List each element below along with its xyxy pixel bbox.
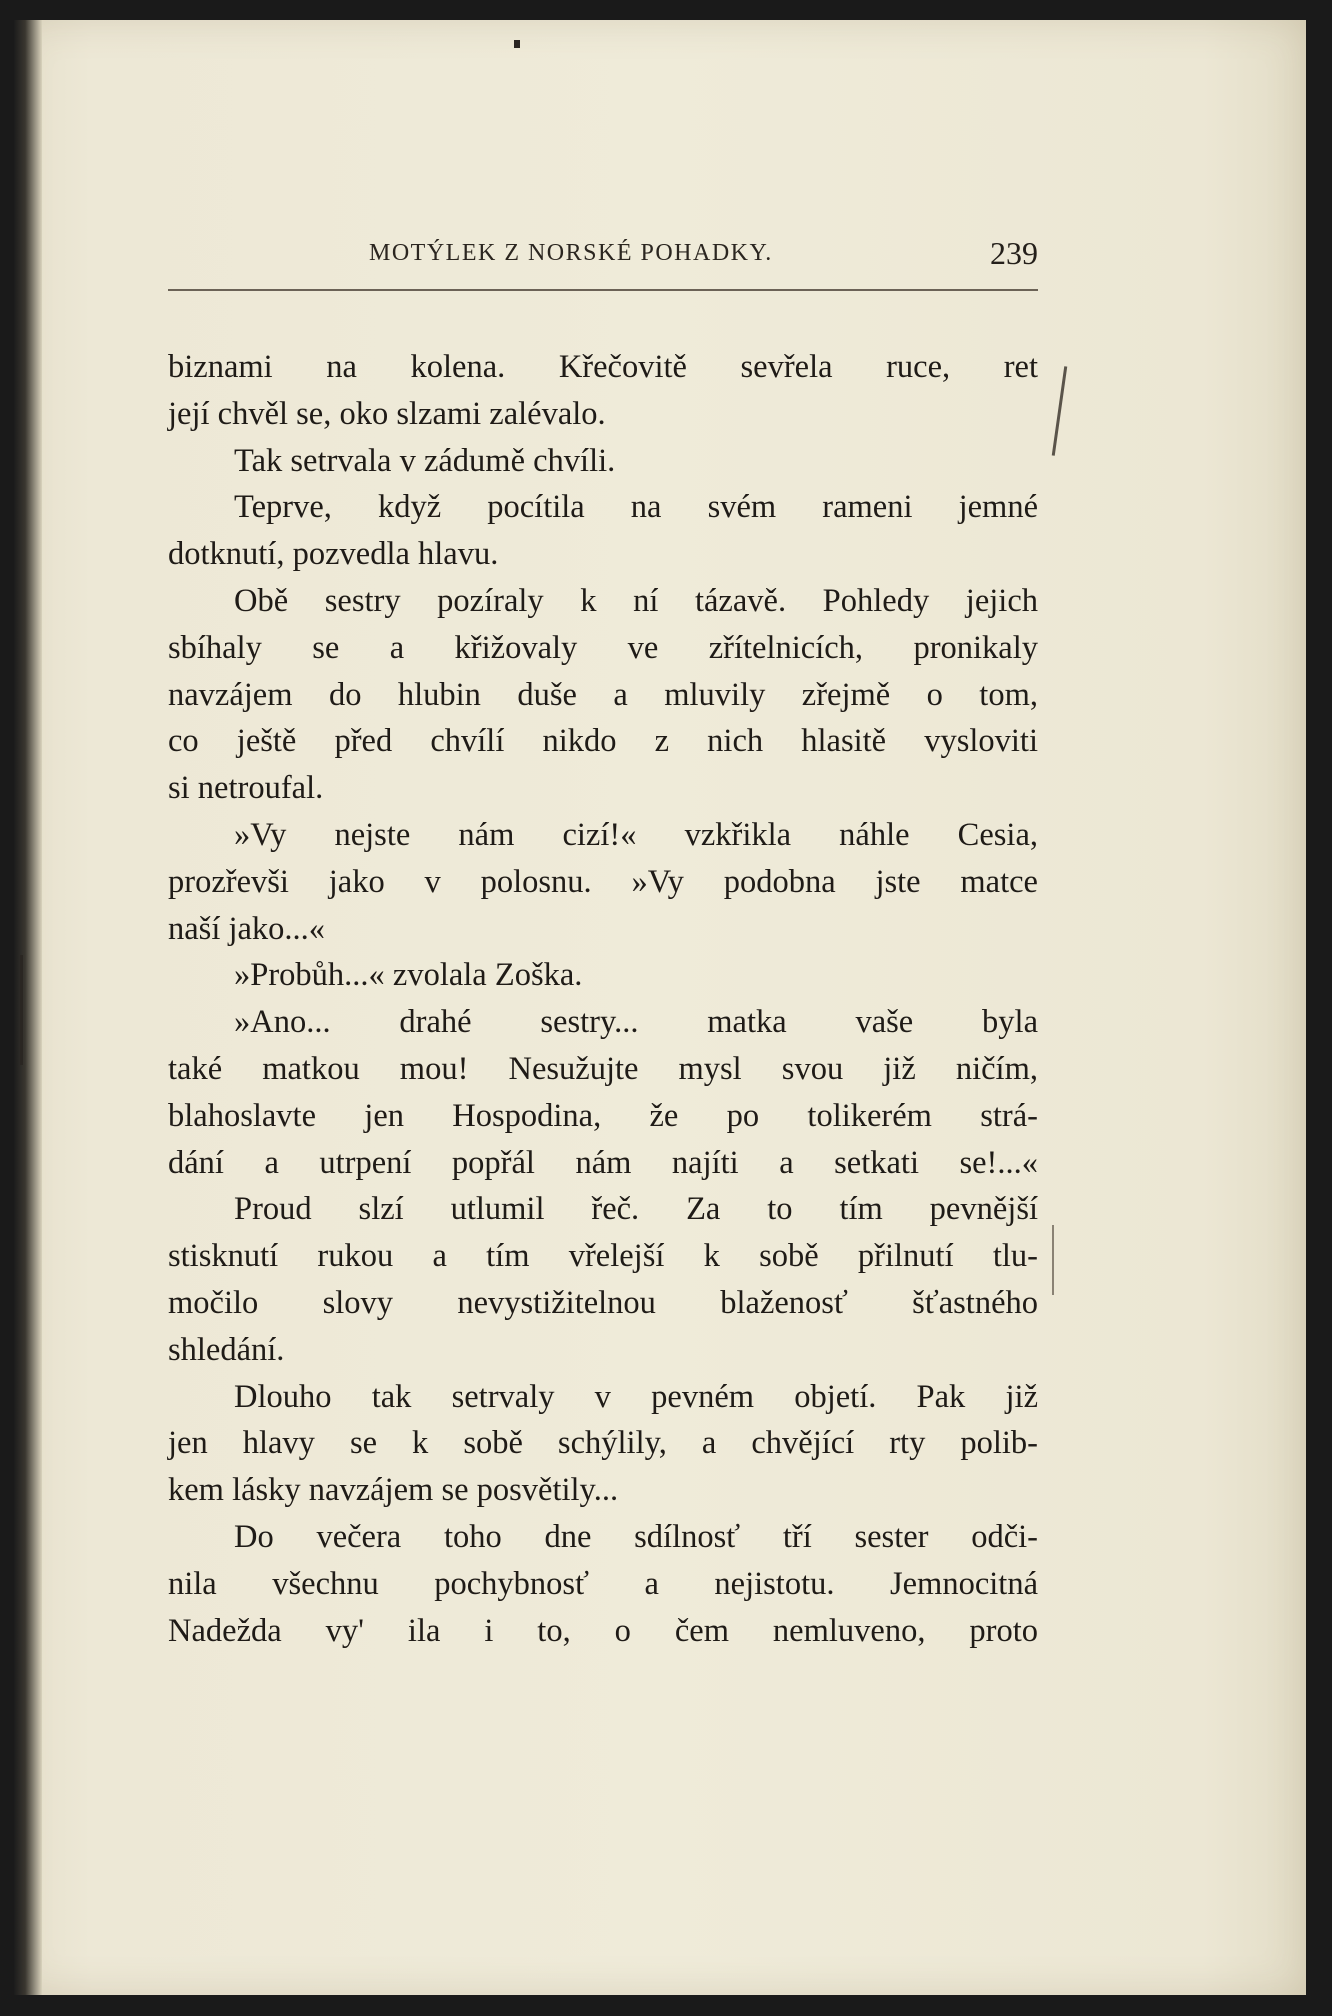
text-line: blahoslavte jen Hospodina, že po tolikerém strá- — [168, 1097, 1038, 1134]
margin-pencil-mark — [1052, 1225, 1054, 1295]
text-line: biznami na kolena. Křečovitě sevřela ruce, ret — [168, 349, 1038, 385]
page-number: 239 — [990, 235, 1038, 271]
text-line: stisknutí rukou a tím vřelejší k sobě přilnutí tlu- — [168, 1238, 1038, 1275]
text-line: nila všechnu pochybnosť a nejistotu. Jemnocitná — [168, 1565, 1038, 1602]
text-line: Nadežda vy' ila i to, o čem nemluveno, proto — [168, 1612, 1038, 1649]
text-line: »Probůh...« zvolala Zoška. — [234, 957, 583, 994]
text-line: Obě sestry pozíraly k ní tázavě. Pohledy jejich — [234, 582, 1038, 619]
text-line: jen hlavy se k sobě schýlily, a chvějící rty polib- — [168, 1425, 1038, 1462]
text-line: co ještě před chvílí nikdo z nich hlasitě vysloviti — [168, 723, 1038, 760]
body-text — [168, 344, 1038, 1654]
text-line: také matkou mou! Nesužujte mysl svou již ničím, — [168, 1050, 1038, 1087]
text-line: Do večera toho dne sdílnosť tří sester odči- — [234, 1518, 1038, 1555]
text-line: »Vy nejste nám cizí!« vzkřikla náhle Cesia, — [234, 816, 1038, 853]
header-rule — [168, 289, 1038, 291]
text-line: dání a utrpení popřál nám najíti a setkati se!...« — [168, 1144, 1038, 1181]
text-line: močilo slovy nevystižitelnou blaženosť šťastného — [168, 1284, 1038, 1321]
text-line: Tak setrvala v zádumě chvíli. — [234, 442, 616, 479]
text-line: Teprve, když pocítila na svém rameni jemné — [234, 489, 1038, 526]
text-line: sbíhaly se a křižovaly ve zřítelnicích, pronikaly — [168, 629, 1038, 666]
text-line: kem lásky navzájem se posvětily... — [168, 1472, 619, 1509]
text-line: naší jako...« — [168, 910, 326, 947]
text-line: navzájem do hlubin duše a mluvily zřejmě o tom, — [168, 676, 1038, 713]
text-line: Proud slzí utlumil řeč. Za to tím pevnější — [234, 1191, 1038, 1228]
text-line: Dlouho tak setrvaly v pevném objetí. Pak již — [234, 1378, 1038, 1415]
margin-pencil-mark — [1052, 366, 1067, 456]
margin-mark — [20, 955, 23, 1065]
running-title: MOTÝLEK Z NORSKÉ POHADKY. — [369, 240, 773, 266]
text-line: prozřevši jako v polosnu. »Vy podobna jste matce — [168, 863, 1038, 900]
page-header — [168, 233, 1038, 283]
text-line: »Ano... drahé sestry... matka vaše byla — [234, 1004, 1038, 1041]
text-line: si netroufal. — [168, 770, 324, 807]
text-line: dotknutí, pozvedla hlavu. — [168, 536, 499, 573]
page-gutter — [14, 20, 42, 1995]
print-speck — [514, 40, 520, 48]
text-line: její chvěl se, oko slzami zalévalo. — [168, 395, 606, 432]
text-line: shledání. — [168, 1331, 285, 1368]
